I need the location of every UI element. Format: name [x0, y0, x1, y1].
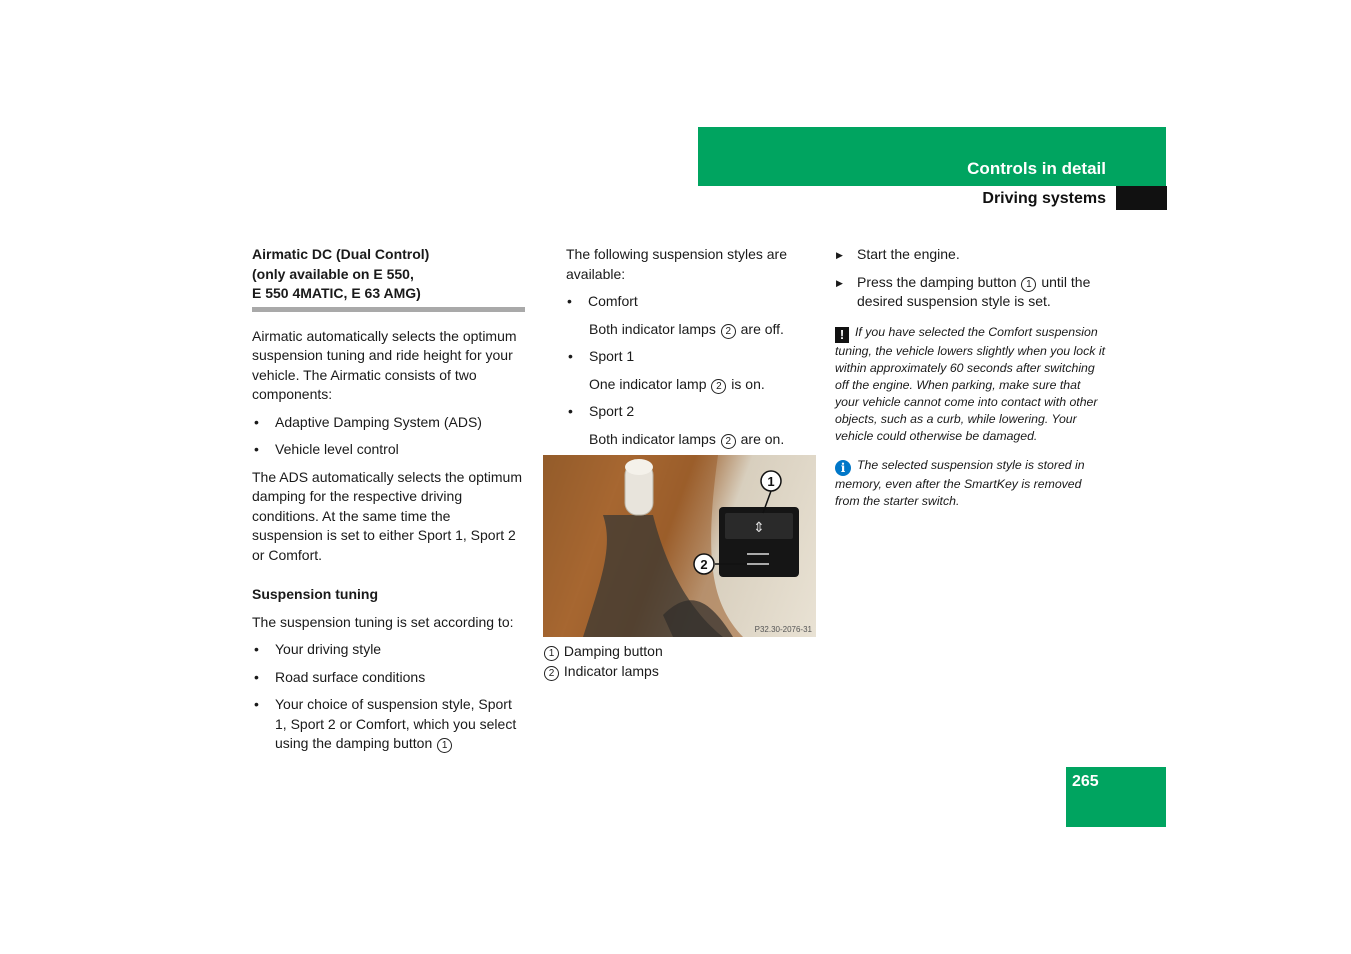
style-desc-text: Both indicator lamps	[589, 320, 716, 337]
column-right	[835, 245, 1107, 510]
style-desc-text: One indicator lamp	[589, 375, 707, 392]
legend-label: Indicator lamps	[563, 662, 659, 679]
console-photo	[543, 455, 816, 637]
photo-legend	[543, 642, 663, 681]
photo-reference-code: P32.30-2076-31	[754, 625, 812, 634]
style-desc	[566, 430, 816, 450]
info-icon: i	[835, 460, 851, 476]
callout-number: 1	[437, 738, 452, 753]
page-number: 265	[1072, 773, 1099, 790]
callout-number: 2	[721, 324, 736, 339]
style-desc-text: is on.	[731, 375, 765, 392]
callout-number: 2	[721, 434, 736, 449]
list-item: • Your driving style	[252, 640, 525, 660]
list-item: • Adaptive Damping System (ADS)	[252, 413, 525, 433]
callout-number: 1	[1021, 277, 1036, 292]
step-press-damping-button	[835, 273, 1107, 312]
list-item-text: Your choice of suspension style, Sport 1, Sport 2 or Comfort, which you select using the damping button	[275, 696, 517, 751]
section-title: Controls in detail	[967, 159, 1106, 178]
step-start-engine: ▶ Start the engine.	[835, 245, 1107, 265]
info-note	[835, 457, 1107, 510]
style-desc	[566, 375, 816, 395]
subsection-title: Driving systems	[982, 190, 1106, 207]
header-black-tab	[1116, 186, 1167, 210]
photo-callout-1-label: 1	[767, 474, 775, 489]
page-number-box	[1066, 767, 1166, 827]
style-name-comfort: • Comfort	[565, 292, 816, 312]
console-illustration	[543, 455, 816, 637]
svg-text:⇕: ⇕	[753, 520, 765, 536]
section-heading-line2: (only available on E 550,	[252, 265, 414, 282]
style-name-sport-2: • Sport 2	[566, 402, 816, 422]
warning-text: If you have selected the Comfort suspension tuning, the vehicle lowers slightly when you lock it within approximately 60 seconds after switching off the engine. When parking, make sure that your vehicle cannot come into contact with other objects, such as a curb, while lowering. Your vehicle could otherwise be damaged.	[835, 324, 1105, 443]
subheading-suspension-tuning: Suspension tuning	[252, 586, 378, 602]
list-item: • Road surface conditions	[252, 668, 525, 688]
tuning-intro: The suspension tuning is set according to:	[252, 613, 514, 630]
step-text: Press the damping button	[857, 273, 1017, 290]
column-left	[252, 245, 525, 754]
ads-paragraph: The ADS automatically selects the optimum damping for the respective driving conditions. At the same time the suspension is set to either Sport 1, Sport 2 or Comfort.	[252, 468, 523, 563]
legend-label: Damping button	[563, 643, 663, 659]
style-desc-text: are off.	[740, 320, 784, 337]
style-desc	[566, 320, 816, 340]
legend-item	[543, 642, 663, 662]
heading-rule	[252, 307, 525, 312]
warning-icon: !	[835, 327, 849, 343]
legend-item	[543, 662, 663, 682]
callout-number: 1	[544, 646, 559, 661]
style-desc-text: Both indicator lamps	[589, 430, 716, 447]
callout-number: 2	[711, 379, 726, 394]
column-middle	[566, 245, 816, 449]
section-heading-line3: E 550 4MATIC, E 63 AMG)	[252, 285, 421, 301]
style-name-sport-1: • Sport 1	[566, 347, 816, 367]
intro-paragraph: Airmatic automatically selects the optimum suspension tuning and ride height for your vehicle. The Airmatic consists of two components:	[252, 327, 517, 402]
step-text: until the desired suspension style is set.	[857, 273, 1091, 309]
section-heading-line1: Airmatic DC (Dual Control)	[252, 246, 430, 262]
list-item: • Vehicle level control	[252, 440, 525, 460]
list-item	[252, 695, 525, 754]
warning-note	[835, 324, 1107, 445]
photo-callout-2-label: 2	[700, 557, 708, 572]
style-desc-text: are on.	[740, 430, 785, 447]
callout-number: 2	[544, 666, 559, 681]
styles-intro: The following suspension styles are available:	[566, 246, 788, 282]
info-text: The selected suspension style is stored in memory, even after the SmartKey is removed from the starter switch.	[835, 457, 1085, 508]
